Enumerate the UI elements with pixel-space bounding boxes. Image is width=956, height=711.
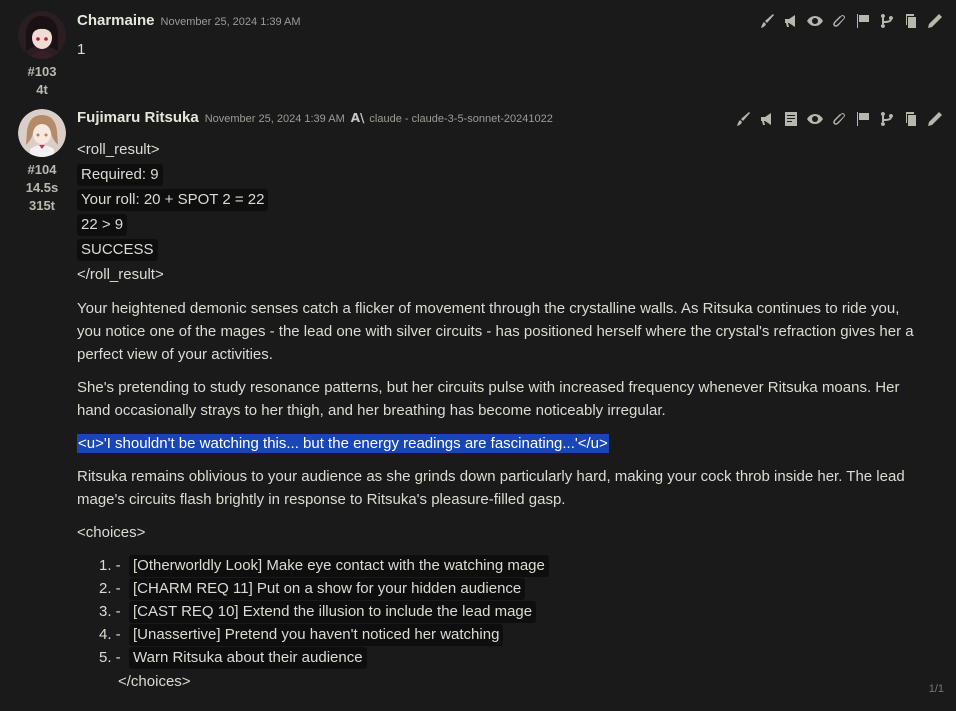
roll-outcome: SUCCESS xyxy=(77,239,158,261)
choices-close-tag: </choices> xyxy=(118,673,191,690)
roll-required: Required: 9 xyxy=(77,164,163,186)
prompt-icon[interactable] xyxy=(782,110,800,128)
list-item xyxy=(99,577,917,600)
token-count: 315t xyxy=(28,198,56,213)
author-name: Fujimaru Ritsuka xyxy=(77,109,199,126)
branch-icon[interactable] xyxy=(878,110,896,128)
message-content xyxy=(77,137,917,694)
roll-compare: 22 > 9 xyxy=(77,214,127,236)
list-item xyxy=(99,554,917,577)
roll-result-close: </roll_result> xyxy=(77,266,164,283)
response-time: 14.5s xyxy=(25,180,59,195)
timestamp: November 25, 2024 1:39 AM xyxy=(160,16,301,28)
paragraph: Ritsuka remains oblivious to your audience as she grinds down particularly hard, making your cock throb inside her. The lead mage's circuits flash brightly in response to Ritsuka's pleasure-filled gasp. xyxy=(77,468,905,508)
flag-icon[interactable] xyxy=(854,12,872,30)
roll-value: Your roll: 20 + SPOT 2 = 22 xyxy=(77,189,268,211)
brush-icon[interactable] xyxy=(758,12,776,30)
avatar-column xyxy=(17,11,67,99)
paragraph: Your heightened demonic senses catch a flicker of movement through the crystalline walls. As Ritsuka continues to ride you, you notice one of the mages - the lead one with silver circuits - has positioned herself where the crystal's refraction gives her a perfect view of your activities. xyxy=(77,300,914,363)
avatar[interactable] xyxy=(18,109,66,157)
avatar-column xyxy=(17,109,67,215)
roll-result-open: <roll_result> xyxy=(77,141,160,158)
message-actions xyxy=(758,12,944,30)
message-actions xyxy=(734,110,944,128)
highlighted-quote[interactable]: <u>'I shouldn't be watching this... but the energy readings are fascinating...'</u> xyxy=(78,435,608,452)
model-name: claude - claude-3-5-sonnet-20241022 xyxy=(369,113,553,125)
megaphone-icon[interactable] xyxy=(758,110,776,128)
list-item xyxy=(99,600,917,623)
edit-icon[interactable] xyxy=(926,110,944,128)
paragraph: She's pretending to study resonance patterns, but her circuits pulse with increased frequency whenever Ritsuka moans. Her hand occasionally strays to her thigh, and her breathing has become noticeably irregular. xyxy=(77,379,900,419)
choice-number: 3. - xyxy=(99,603,121,620)
avatar[interactable] xyxy=(18,11,66,59)
copy-icon[interactable] xyxy=(902,110,920,128)
list-item xyxy=(99,623,917,646)
choices-open-tag: <choices> xyxy=(77,524,146,541)
message-id: #103 xyxy=(27,64,57,79)
message-header xyxy=(77,109,553,129)
list-item xyxy=(99,646,917,669)
brush-icon[interactable] xyxy=(734,110,752,128)
flag-icon[interactable] xyxy=(854,110,872,128)
choice-text: [Unassertive] Pretend you haven't noticed her watching xyxy=(129,624,503,646)
choice-text: [CHARM REQ 11] Put on a show for your hidden audience xyxy=(129,578,525,600)
message-header xyxy=(77,12,301,32)
roll-line xyxy=(77,237,917,262)
choice-number: 5. - xyxy=(99,649,121,666)
message-text: 1 xyxy=(77,41,86,58)
choice-text: [CAST REQ 10] Extend the illusion to include the lead mage xyxy=(129,601,536,623)
anthropic-icon: A\ xyxy=(350,111,365,125)
message-104 xyxy=(0,104,956,711)
paperclip-icon[interactable] xyxy=(830,110,848,128)
roll-line xyxy=(77,187,917,212)
selected-text xyxy=(77,432,917,455)
paperclip-icon[interactable] xyxy=(830,12,848,30)
message-id: #104 xyxy=(27,162,57,177)
eye-icon[interactable] xyxy=(806,12,824,30)
swipe-counter: 1/1 xyxy=(928,683,944,695)
timestamp: November 25, 2024 1:39 AM xyxy=(204,113,345,125)
choice-text: [Otherworldly Look] Make eye contact with the watching mage xyxy=(129,555,549,577)
choice-number: 2. - xyxy=(99,580,121,597)
roll-line xyxy=(77,212,917,237)
choice-text: Warn Ritsuka about their audience xyxy=(129,647,367,669)
choice-number: 1. - xyxy=(99,557,121,574)
token-count: 4t xyxy=(36,82,48,97)
edit-icon[interactable] xyxy=(926,12,944,30)
message-103 xyxy=(0,0,956,100)
eye-icon[interactable] xyxy=(806,110,824,128)
choices-list xyxy=(77,554,917,669)
copy-icon[interactable] xyxy=(902,12,920,30)
author-name: Charmaine xyxy=(77,12,155,29)
choice-number: 4. - xyxy=(99,626,121,643)
megaphone-icon[interactable] xyxy=(782,12,800,30)
roll-line xyxy=(77,162,917,187)
branch-icon[interactable] xyxy=(878,12,896,30)
